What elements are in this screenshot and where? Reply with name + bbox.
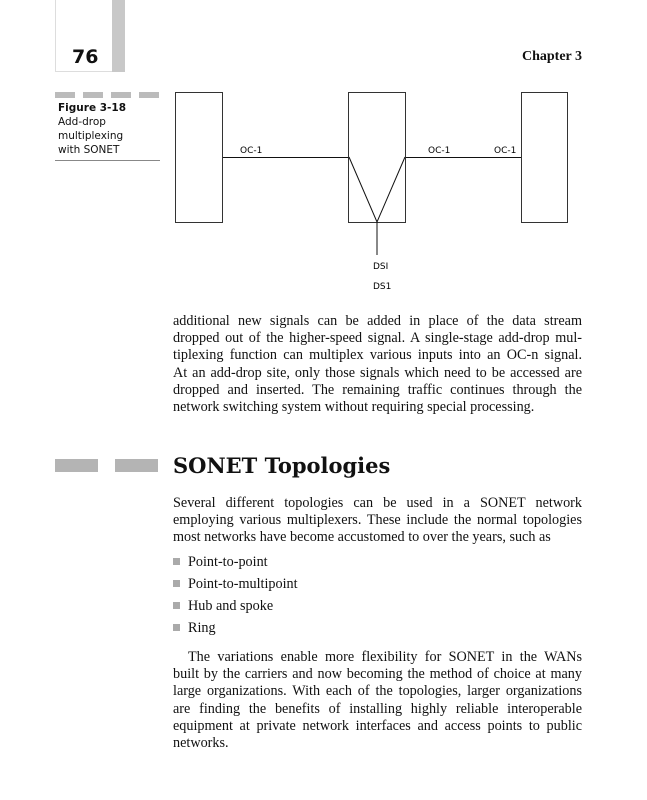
- list-item: Hub and spoke: [173, 598, 273, 615]
- chapter-title: Chapter 3: [521, 49, 582, 64]
- right-link-label: OC-1: [494, 146, 517, 156]
- list-item: Point-to-point: [173, 554, 268, 571]
- text-line: large organizations. With each of the topologies, larger organizations: [173, 683, 582, 700]
- section-bar: [115, 459, 158, 472]
- list-item: Point-to-multipoint: [173, 576, 298, 593]
- bullet-square-icon: [173, 558, 180, 565]
- caption-line: multiplexing: [58, 130, 124, 142]
- mid-right-link-label: OC-1: [428, 146, 451, 156]
- bullet-square-icon: [173, 580, 180, 587]
- bullet-square-icon: [173, 602, 180, 609]
- text-line: tiplexing function can multiplex various inputs into an OC-n signal.: [173, 347, 582, 364]
- page-number: 76: [72, 46, 99, 68]
- bullet-square-icon: [173, 624, 180, 631]
- text-line: most networks have become accustomed to over the years, such as: [173, 529, 551, 546]
- drop-label-2: DS1: [373, 282, 392, 292]
- left-multiplexer-box: [176, 93, 223, 223]
- list-item: Ring: [173, 620, 216, 637]
- text-line: are finding the benefits of installing highly reliable interoperable: [173, 700, 582, 717]
- section-heading: SONET Topologies: [173, 453, 391, 478]
- left-link-label: OC-1: [240, 146, 263, 156]
- caption-line: with SONET: [58, 144, 120, 156]
- paragraph-2: [173, 495, 582, 547]
- text-line: employing various multiplexers. These include the normal topologies: [173, 512, 582, 529]
- right-multiplexer-box: [522, 93, 568, 223]
- text-line: Several different topologies can be used in a SONET network: [173, 495, 582, 511]
- paragraph-3: [173, 649, 582, 752]
- figure-number: Figure 3-18: [58, 102, 126, 114]
- text-line: equipment at private network interfaces and access points to public: [173, 717, 582, 734]
- text-line: network switching system without requiring special processing.: [173, 399, 535, 416]
- caption-line: Add-drop: [58, 116, 106, 128]
- text-line: The variations enable more flexibility for SONET in the WANs: [188, 649, 582, 665]
- drop-label: DSI: [373, 262, 389, 272]
- text-line: dropped and inserted. The remaining traffic continues through the: [173, 381, 582, 398]
- add-drop-multiplexer-box: [349, 93, 406, 223]
- paragraph-1: [173, 313, 582, 416]
- text-line: At an add-drop site, only those signals which need to be accessed are: [173, 364, 582, 381]
- text-line: built by the carriers and now becoming the method of choice at many: [173, 666, 582, 683]
- section-bar: [55, 459, 98, 472]
- drop-v-lines: [349, 157, 405, 222]
- add-drop-diagram: [0, 0, 647, 300]
- text-line: additional new signals can be added in place of the data stream: [173, 313, 582, 329]
- text-line: networks.: [173, 735, 229, 752]
- text-line: dropped out of the higher-speed signal. A single-stage add-drop mul-: [173, 330, 582, 347]
